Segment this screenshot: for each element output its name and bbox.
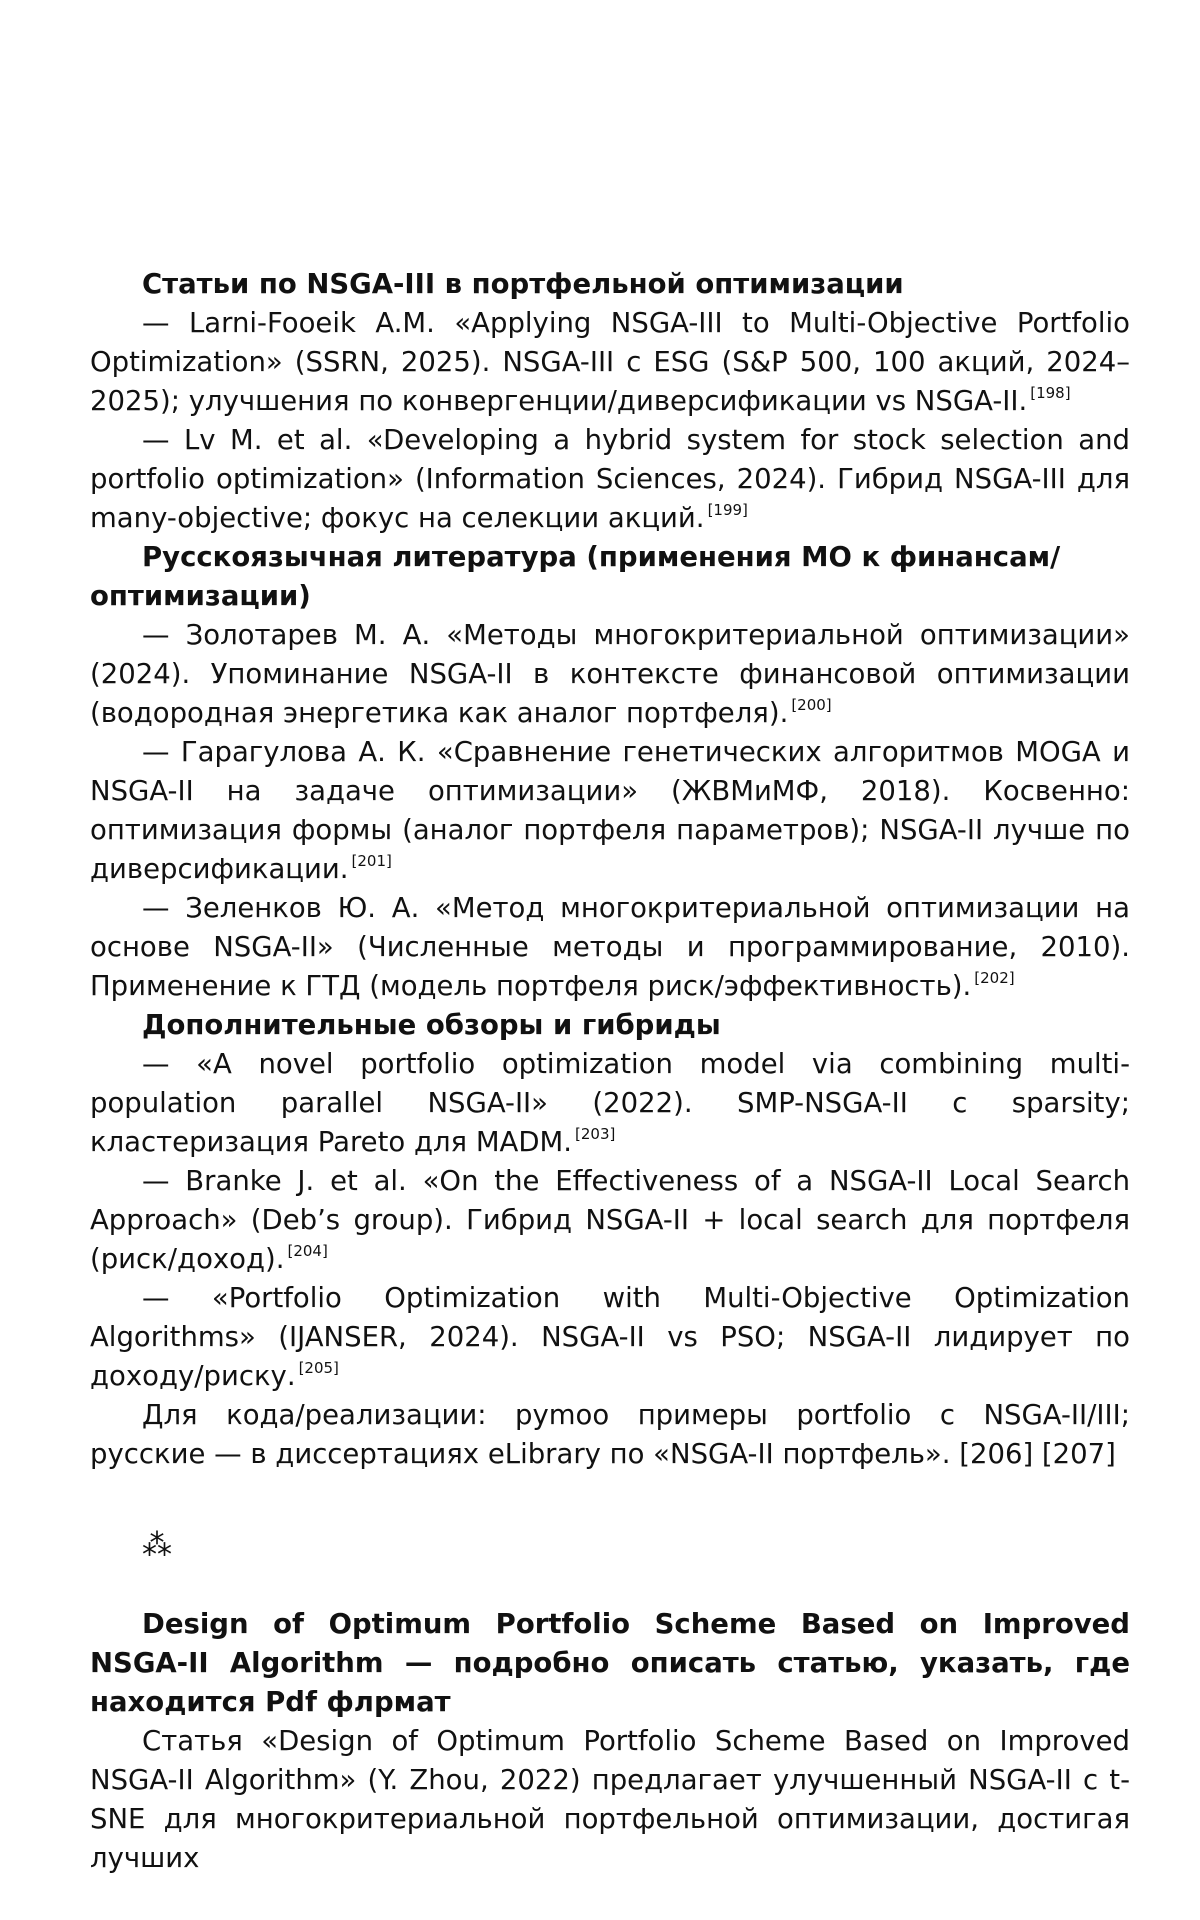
section-heading-reviews: Дополнительные обзоры и гибриды <box>142 1009 721 1041</box>
answer-intro-paragraph: Статья «Design of Optimum Portfolio Scheme Based on Improved NSGA-II Algorithm» (Y. Zhou, 2022) предлагает улучшенный NSGA-II с t-SNE для многокритериальной портфельной оптимизации, достигая лучших <box>90 1725 1130 1874</box>
reference-number[interactable]: [202] <box>974 968 1015 987</box>
reference-text: — Гарагулова А. К. «Сравнение генетических алгоритмов MOGA и NSGA-II на задаче оптимизации» (ЖВМиМФ, 2018). Косвенно: оптимизация формы (аналог портфеля параметров); NSGA-II лучше по диверсификации. <box>90 736 1130 885</box>
reference-number[interactable]: [204] <box>287 1241 328 1260</box>
reference-text: — «A novel portfolio optimization model via combining multi-population parallel NSGA-II» (2022). SMP-NSGA-II с sparsity; кластеризация Pareto для MADM. <box>90 1048 1130 1158</box>
reference-item-203 <box>90 1045 1130 1162</box>
reference-item-205 <box>90 1279 1130 1396</box>
reference-number[interactable]: [205] <box>298 1358 339 1377</box>
reference-text: — Зеленков Ю. А. «Метод многокритериальной оптимизации на основе NSGA-II» (Численные методы и программирование, 2010). Применение к ГТД (модель портфеля риск/эффективность). <box>90 892 1130 1002</box>
reference-number[interactable]: [199] <box>707 500 748 519</box>
asterism-separator: ⁂ <box>142 1528 172 1563</box>
reference-text: — «Portfolio Optimization with Multi-Objective Optimization Algorithms» (IJANSER, 2024). NSGA-II vs PSO; NSGA-II лидирует по доходу/риску. <box>90 1282 1130 1392</box>
reference-number[interactable]: [198] <box>1030 383 1071 402</box>
reference-number[interactable]: [200] <box>791 695 832 714</box>
question-heading: Design of Optimum Portfolio Scheme Based on Improved NSGA-II Algorithm — подробно описать статью, указать, где находится Pdf флрмат <box>90 1608 1130 1718</box>
section-heading-russian: Русскоязычная литература (применения МО к финансам/оптимизации) <box>90 541 1061 612</box>
reference-text: — Larni-Fooeik A.M. «Applying NSGA-III to Multi-Objective Portfolio Optimization» (SSRN, 2025). NSGA-III с ESG (S&P 500, 100 акций, 2024–2025); улучшения по конвергенции/диверсификации vs NSGA-II. <box>90 307 1130 417</box>
reference-item-198 <box>90 304 1130 421</box>
document-page <box>90 265 1130 1878</box>
code-note-paragraph: Для кода/реализации: pymoo примеры portfolio с NSGA-II/III; русские — в диссертациях eLibrary по «NSGA-II портфель». [206] [207] <box>90 1399 1130 1470</box>
reference-text: — Lv M. et al. «Developing a hybrid system for stock selection and portfolio optimization» (Information Sciences, 2024). Гибрид NSGA-III для many-objective; фокус на селекции акций. <box>90 424 1130 534</box>
reference-item-204 <box>90 1162 1130 1279</box>
reference-text: — Branke J. et al. «On the Effectiveness of a NSGA-II Local Search Approach» (Deb’s group). Гибрид NSGA-II + local search для портфеля (риск/доход). <box>90 1165 1130 1275</box>
section-heading-nsga3: Статьи по NSGA-III в портфельной оптимизации <box>142 268 904 300</box>
reference-number[interactable]: [203] <box>575 1124 616 1143</box>
reference-text: — Золотарев М. А. «Методы многокритериальной оптимизации» (2024). Упоминание NSGA-II в контексте финансовой оптимизации (водородная энергетика как аналог портфеля). <box>90 619 1130 729</box>
reference-item-202 <box>90 889 1130 1006</box>
reference-item-201 <box>90 733 1130 889</box>
reference-item-199 <box>90 421 1130 538</box>
reference-number[interactable]: [201] <box>351 851 392 870</box>
reference-item-200 <box>90 616 1130 733</box>
